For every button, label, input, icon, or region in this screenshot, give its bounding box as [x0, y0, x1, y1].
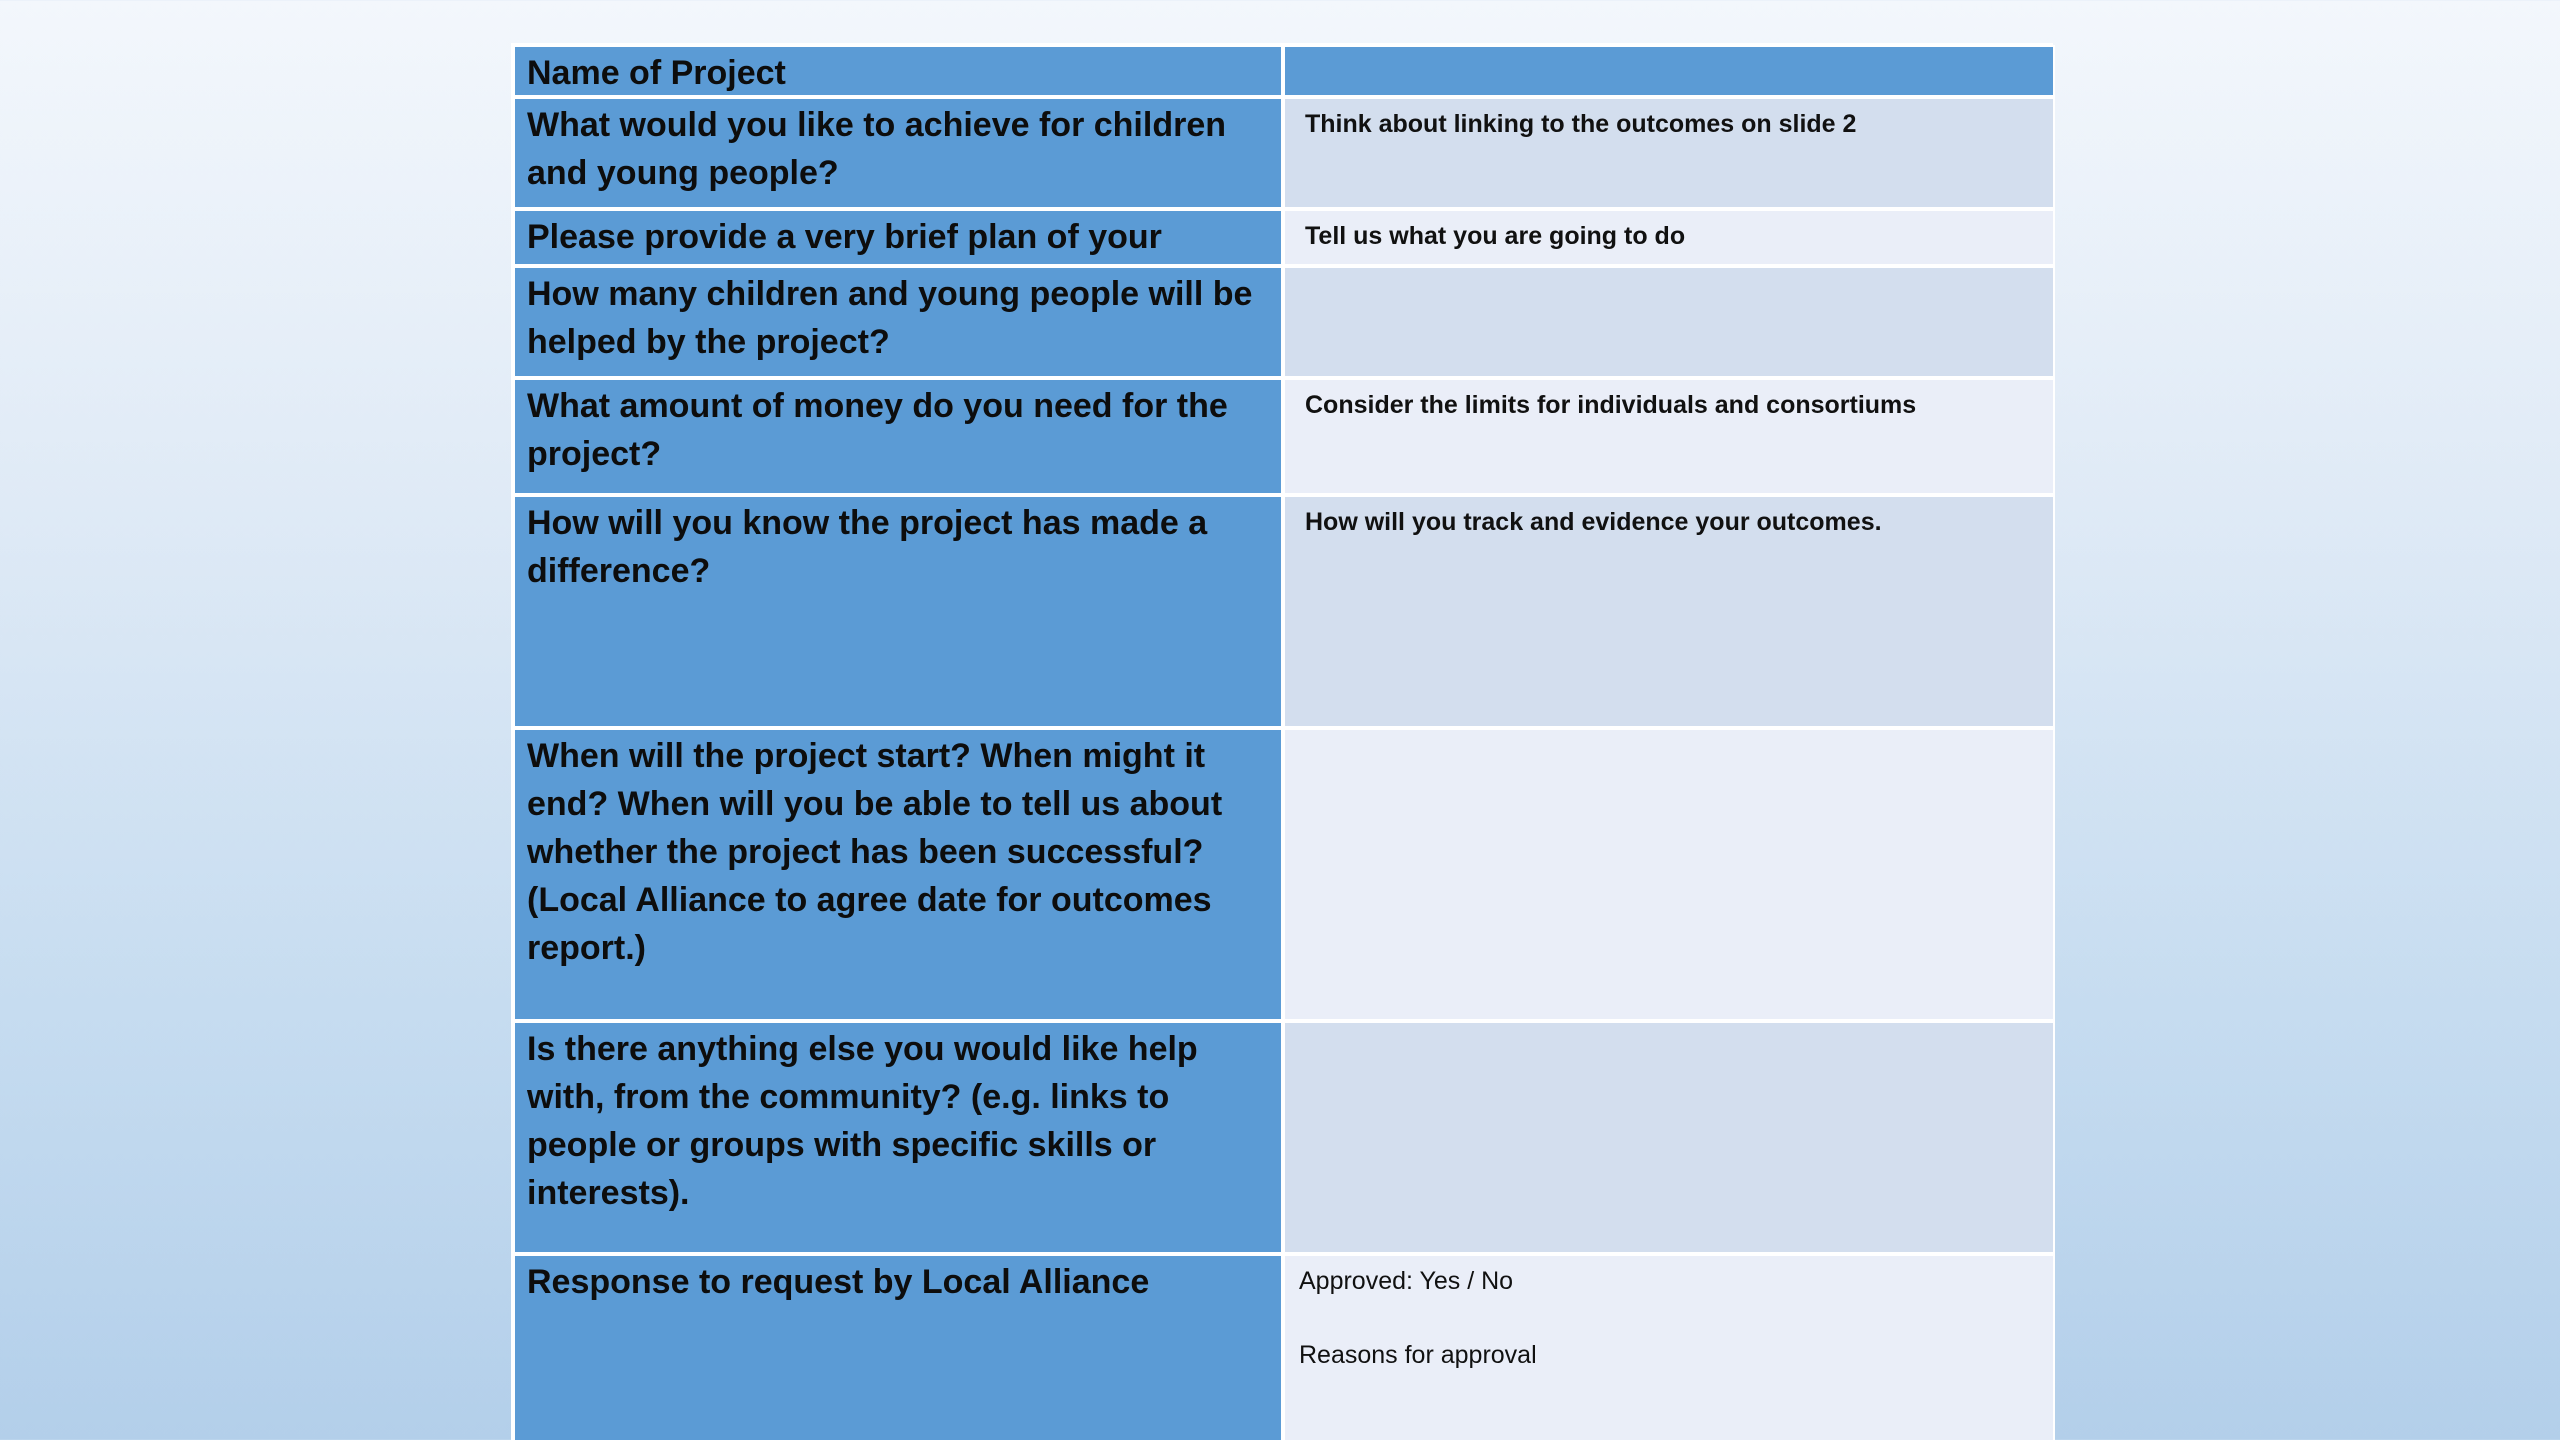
answer-field-community-help[interactable] — [1283, 1021, 2055, 1254]
answer-field-response[interactable] — [1283, 1254, 2055, 1440]
reasons-text: Reasons for approval — [1299, 1341, 1537, 1369]
approved-text: Approved: Yes / No — [1299, 1267, 1514, 1295]
hint-text: How will you track and evidence your outcomes. — [1305, 508, 1882, 536]
answer-field-children-count[interactable] — [1283, 266, 2055, 378]
question-cell: How will you know the project has made a difference? — [513, 495, 1283, 728]
answer-field-plan[interactable] — [1283, 209, 2055, 266]
question-cell: When will the project start? When might it end? When will you be able to tell us about whether the project has been successful? (Local Alliance to agree date for outcomes report.) — [513, 728, 1283, 1021]
hint-text: Consider the limits for individuals and consortiums — [1305, 391, 1917, 419]
question-cell: How many children and young people will be helped by the project? — [513, 266, 1283, 378]
hint-text: Tell us what you are going to do — [1305, 222, 1686, 250]
hint-text: Think about linking to the outcomes on slide 2 — [1305, 110, 1857, 138]
question-cell: Response to request by Local Alliance — [513, 1254, 1283, 1440]
answer-field-timeline[interactable] — [1283, 728, 2055, 1021]
question-cell: What amount of money do you need for the project? — [513, 378, 1283, 495]
answer-field-project-name[interactable] — [1283, 45, 2055, 97]
project-form-table — [511, 43, 2053, 1440]
answer-field-achieve[interactable] — [1283, 97, 2055, 209]
answer-field-money[interactable] — [1283, 378, 2055, 495]
question-cell: Is there anything else you would like help with, from the community? (e.g. links to people or groups with specific skills or interests). — [513, 1021, 1283, 1254]
answer-field-difference[interactable] — [1283, 495, 2055, 728]
question-cell: Name of Project — [513, 45, 1283, 97]
question-cell: What would you like to achieve for children and young people? — [513, 97, 1283, 209]
question-cell: Please provide a very brief plan of your — [513, 209, 1283, 266]
